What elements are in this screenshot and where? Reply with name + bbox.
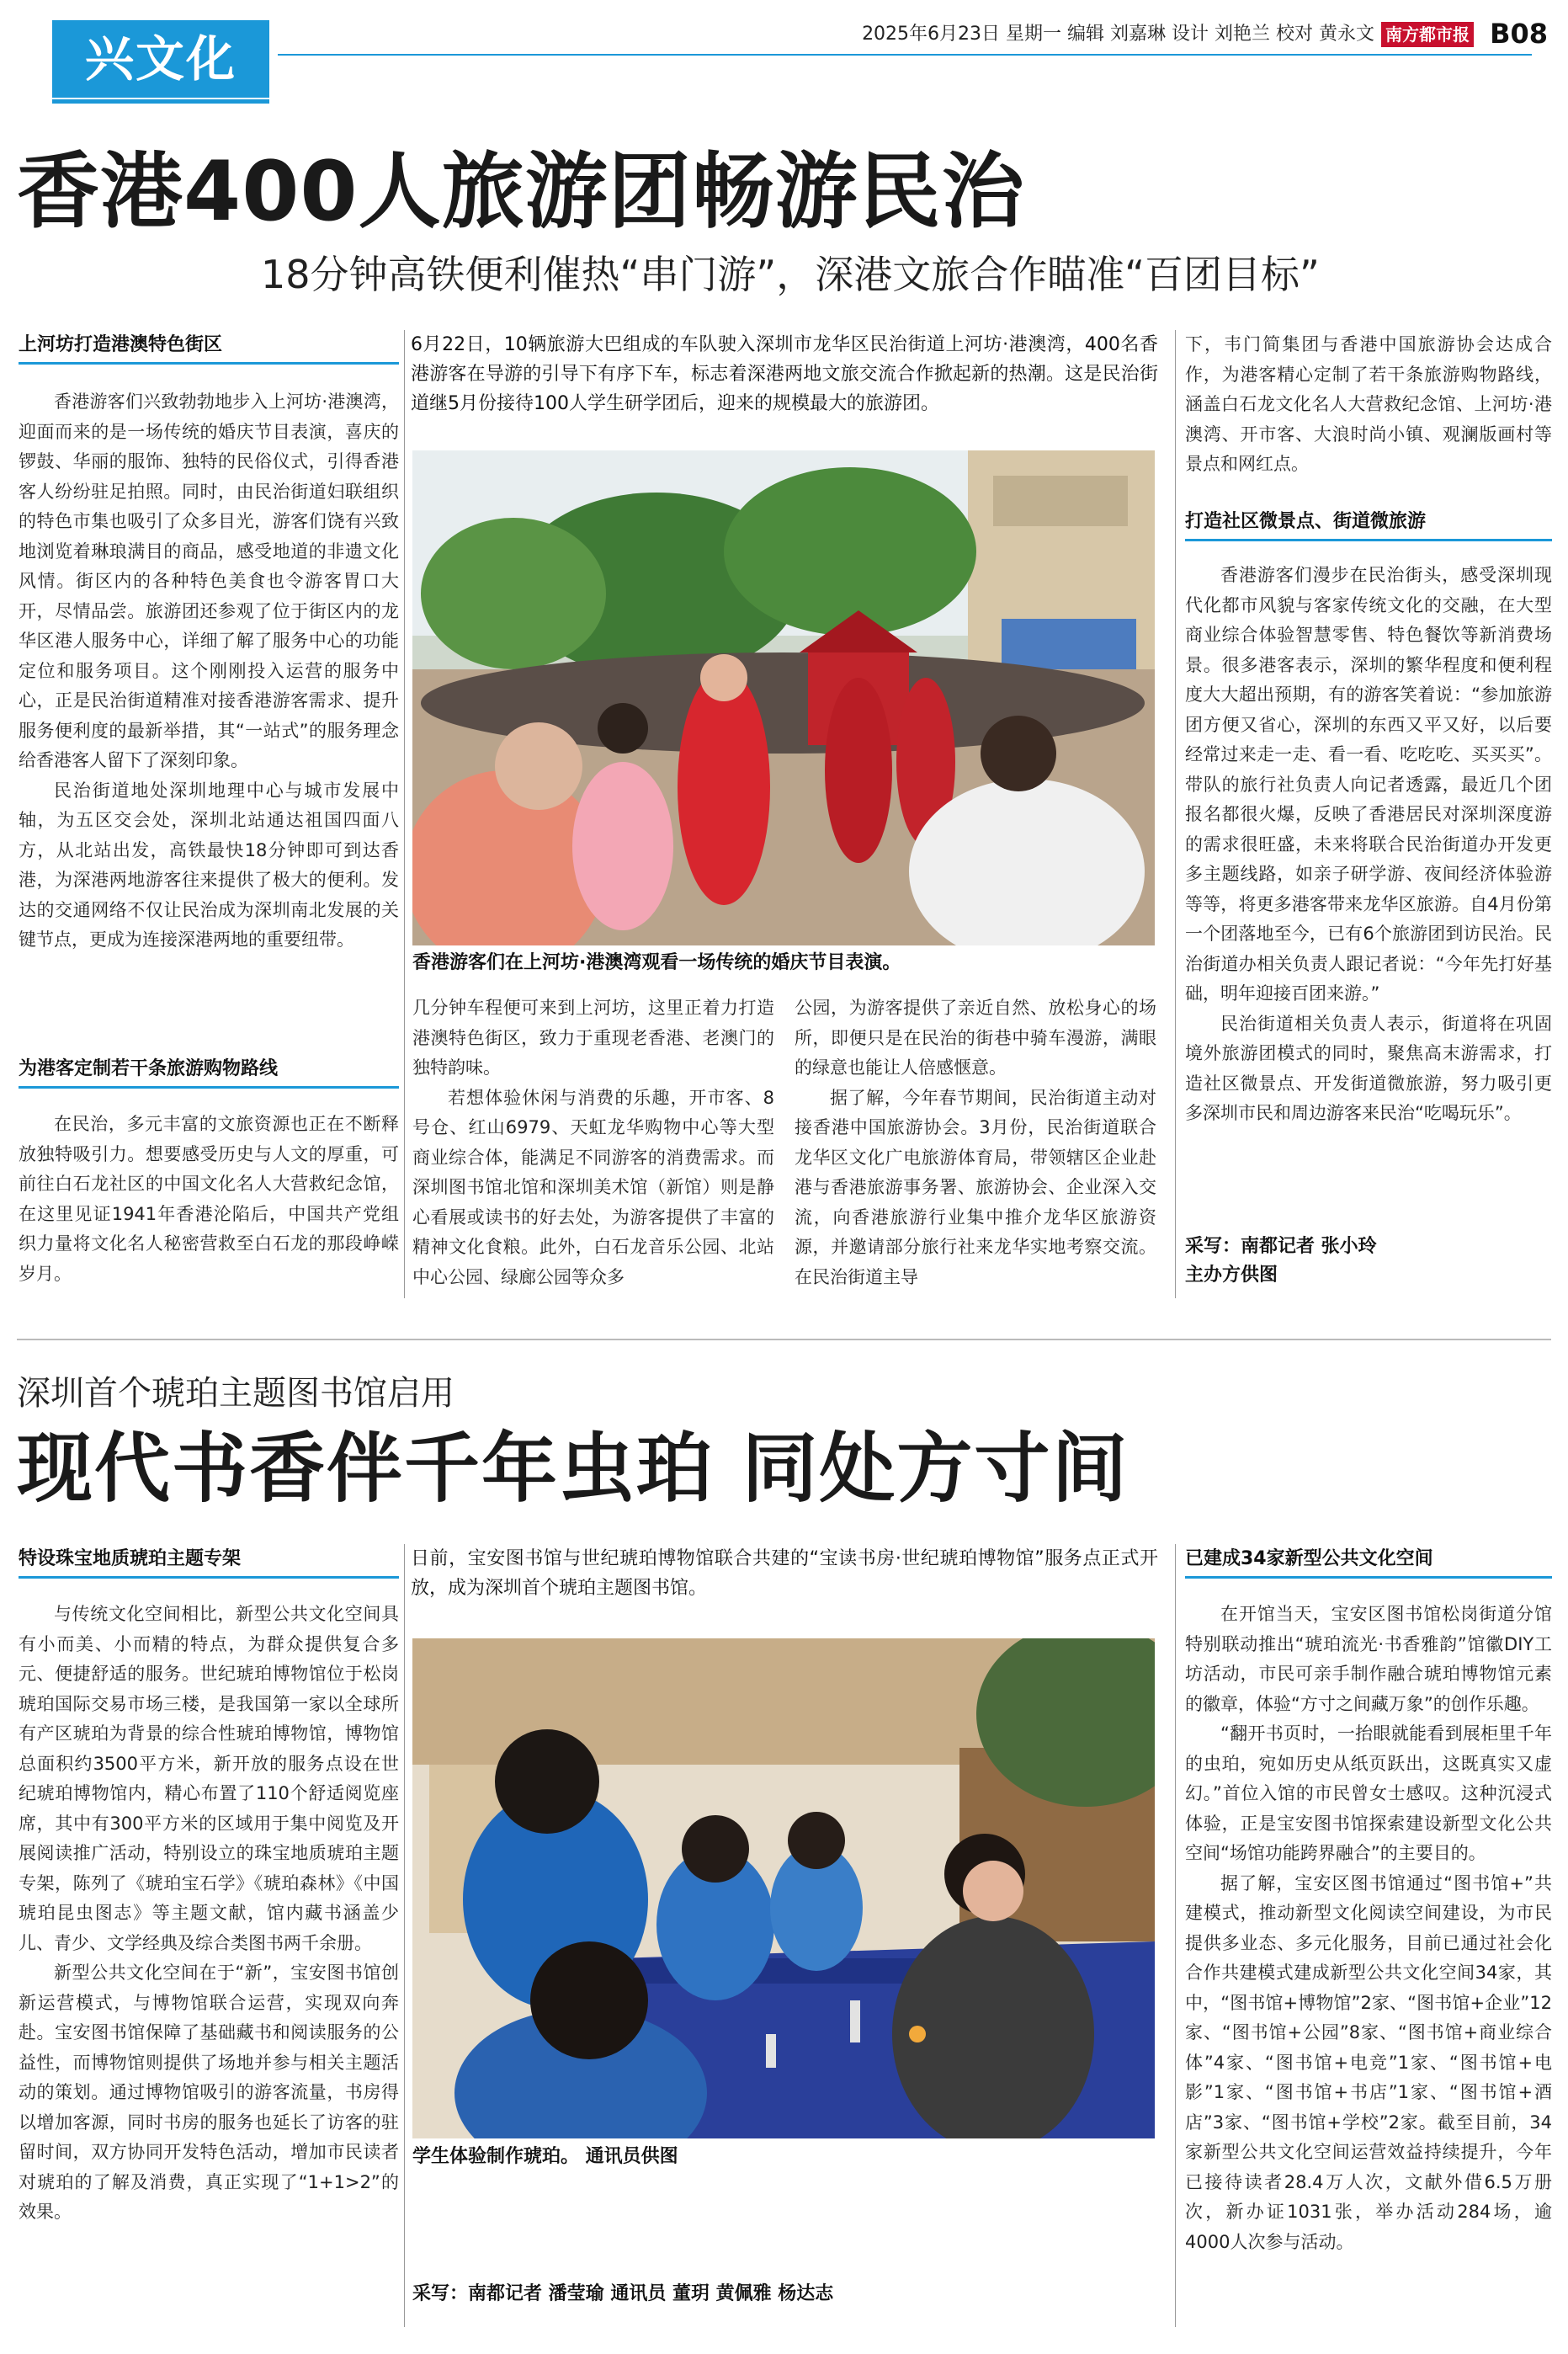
heading-rule <box>19 362 399 365</box>
page-number: B08 <box>1490 18 1548 50</box>
paragraph: “翻开书页时，一抬眼就能看到展柜里千年的虫珀，宛如历史从纸页跃出，这既真实又虚幻。”首位入馆的市民曾女士感叹。这种沉浸式体验，正是宝安图书馆探索建设新型文化公共空间“场馆功能跨界融合”的主要目的。 <box>1185 1723 1552 1863</box>
story2-col3-body <box>1185 1600 1552 2257</box>
paragraph: 香港游客们漫步在民治街头，感受深圳现代化都市风貌与客家传统文化的交融，在大型商业综合体验智慧零售、特色餐饮等新消费场景。很多港客表示，深圳的繁华程度和便利程度大大超出预期，有的游客笑着说：“参加旅游团方便又省心，深圳的东西又平又好，以后要经常过来走一走、看一看、吃吃吃、买买买”。带队的旅行社负责人向记者透露，最近几个团报名都很火爆，反映了香港居民对深圳深度游的需求很旺盛，未来将联合民治街道办开发更多主题线路，如亲子研学游、夜间经济体验游等等，将更多港客带来龙华区旅游。自4月份第一个团落地至今，已有6个旅游团到访民治。民治街道办相关负责人跟记者说：“今年先打好基础，明年迎接百团来游。” <box>1185 565 1552 1004</box>
story1-photo <box>412 450 1155 945</box>
story1-col3-body-2 <box>1185 561 1552 1129</box>
paragraph: 民治街道相关负责人表示，街道将在巩固境外旅游团模式的同时，聚焦高末游需求，打造社区微景点、开发街道微旅游，努力吸引更多深圳市民和周边游客来民治“吃喝玩乐”。 <box>1185 1013 1552 1123</box>
paragraph: 公园，为游客提供了亲近自然、放松身心的场所，即便只是在民治的街巷中骑车漫游，满眼的绿意也能让人倍感惬意。 <box>795 998 1156 1078</box>
wedding-performance-photo <box>412 450 1155 945</box>
story-separator <box>17 1339 1551 1340</box>
story1-lead: 6月22日，10辆旅游大巴组成的车队驶入深圳市龙华区民治街道上河坊·港澳湾，400名香港游客在导游的引导下有序下车，标志着深港两地文旅交流合作掀起新的热潮。这是民治街道继5月份接待100人学生研学团后，迎来的规模最大的旅游团。 <box>411 334 1158 414</box>
section-tag-rule <box>52 99 269 104</box>
story2-headline: 现代书香伴千年虫珀 同处方寸间 <box>17 1425 1129 1513</box>
story1-col3-heading: 打造社区微景点、街道微旅游 <box>1185 511 1427 532</box>
newspaper-logo: 南方都市报 <box>1381 22 1474 47</box>
paragraph: 与传统文化空间相比，新型公共文化空间具有小而美、小而精的特点，为群众提供复合多元、便捷舒适的服务。世纪琥珀博物馆位于松岗琥珀国际交易市场三楼，是我国第一家以全球所有产区琥珀为背景的综合性琥珀博物馆，博物馆总面积约3500平方米，新开放的服务点设在世纪琥珀博物馆内，精心布置了110个舒适阅览座席，其中有300平方米的区域用于集中阅览及开展阅读推广活动，特别设立的珠宝地质琥珀主题专架，陈列了《琥珀宝石学》《琥珀森林》《中国琥珀昆虫图志》等主题文献，馆内藏书涵盖少儿、青少、文学经典及综合类图书两千余册。 <box>19 1604 399 1953</box>
story1-byline: 采写：南都记者 张小玲 <box>1185 1236 1377 1257</box>
column-divider <box>1175 1544 1176 2327</box>
paragraph: 香港游客们兴致勃勃地步入上河坊·港澳湾，迎面而来的是一场传统的婚庆节目表演，喜庆的锣鼓、华丽的服饰、独特的民俗仪式，引得香港客人纷纷驻足拍照。同时，由民治街道妇联组织的特色市集也吸引了众多目光，游客们饶有兴致地浏览着琳琅满目的商品，感受地道的非遗文化风情。街区内的各种特色美食也令游客胃口大开，尽情品尝。旅游团还参观了位于街区内的龙华区港人服务中心，详细了解了服务中心的功能定位和服务项目。这个刚刚投入运营的服务中心，正是民治街道精准对接香港游客需求、提升服务便利度的最新举措，其“一站式”的服务理念给香港客人留下了深刻印象。 <box>19 391 399 770</box>
paragraph: 民治街道地处深圳地理中心与城市发展中轴，为五区交会处，深圳北站通达祖国四面八方，从北站出发，高铁最快18分钟即可到达香港，为深港两地游客往来提供了极大的便利。发达的交通网络不仅让民治成为深圳南北发展的关键节点，更成为连接深港两地的重要纽带。 <box>19 780 399 950</box>
story1-headline: 香港400人旅游团畅游民治 <box>17 144 1025 240</box>
paragraph: 新型公共文化空间在于“新”，宝安图书馆创新运营模式，与博物馆联合运营，实现双向奔赴。宝安图书馆保障了基础藏书和阅读服务的公益性，而博物馆则提供了场地并参与相关主题活动的策划。通过博物馆吸引的游客流量，书房得以增加客源，同时书房的服务也延长了访客的驻留时间，双方协同开发特色活动，增加市民读者对琥珀的了解及消费，真正实现了“1+1>2”的效果。 <box>19 1963 399 2222</box>
story1-col3-body <box>1185 330 1552 480</box>
heading-rule <box>19 1576 399 1579</box>
heading-rule <box>1185 1576 1552 1579</box>
story2-col3-heading: 已建成34家新型公共文化空间 <box>1185 1548 1433 1569</box>
story1-subhead: 18分钟高铁便利催热“串门游”，深港文旅合作瞄准“百团目标” <box>261 252 1320 297</box>
column-divider <box>404 330 405 1298</box>
story2-col1-heading: 特设珠宝地质琥珀主题专架 <box>19 1548 242 1569</box>
story2-col1-body <box>19 1600 399 2228</box>
story1-mid-col-a <box>412 993 774 1292</box>
column-divider <box>1175 330 1176 1298</box>
paragraph: 下，韦门简集团与香港中国旅游协会达成合作，为港客精心定制了若干条旅游购物路线，涵盖白石龙文化名人大营救纪念馆、上河坊·港澳湾、开市客、大浪时尚小镇、观澜版画村等景点和网红点。 <box>1185 334 1552 474</box>
story1-col1-heading: 上河坊打造港澳特色街区 <box>19 334 223 355</box>
paragraph: 据了解，宝安区图书馆通过“图书馆+”共建模式，推动新型文化阅读空间建设，为市民提供多业态、多元化服务，目前已通过社会化合作共建模式建成新型公共文化空间34家，其中，“图书馆+博物馆”2家、“图书馆+企业”12家、“图书馆+公园”8家、“图书馆+商业综合体”4家、“图书馆+电竞”1家、“图书馆+电影”1家、“图书馆+书店”1家、“图书馆+酒店”3家、“图书馆+学校”2家。截至目前，34家新型公共文化空间运营效益持续提升，今年已接待读者28.4万人次，文献外借6.5万册次，新办证1031张，举办活动284场，逾4000人次参与活动。 <box>1185 1872 1552 2252</box>
story2-byline: 采写：南都记者 潘莹瑜 通讯员 董玥 黄佩雅 杨达志 <box>412 2283 834 2304</box>
story2-lead: 日前，宝安图书馆与世纪琥珀博物馆联合共建的“宝读书房·世纪琥珀博物馆”服务点正式开放，成为深圳首个琥珀主题图书馆。 <box>411 1548 1158 1599</box>
amber-workshop-photo <box>412 1638 1155 2138</box>
story1-photo-credit: 主办方供图 <box>1185 1265 1278 1286</box>
paragraph: 在民治，多元丰富的文旅资源也正在不断释放独特吸引力。想要感受历史与人文的厚重，可前往白石龙社区的中国文化名人大营救纪念馆，在这里见证1941年香港沦陷后，中国共产党组织力量将文化名人秘密营救至白石龙的那段峥嵘岁月。 <box>19 1114 399 1284</box>
story1-col1-body <box>19 387 399 956</box>
story2-photo-caption: 学生体验制作琥珀。 通讯员供图 <box>412 2146 678 2167</box>
paragraph: 据了解，今年春节期间，民治街道主动对接香港中国旅游协会。3月份，民治街道联合龙华区文化广电旅游体育局，带领辖区企业赴港与香港旅游事务署、旅游协会、企业深入交流，向香港旅游行业集中推介龙华区旅游资源，并邀请部分旅行社来龙华实地考察交流。在民治街道主导 <box>795 1087 1156 1287</box>
header-info: 2025年6月23日 星期一 编辑 刘嘉琳 设计 刘艳兰 校对 黄永文 <box>862 24 1374 45</box>
story1-col1-body-2 <box>19 1110 399 1289</box>
story2-photo <box>412 1638 1155 2138</box>
header-rule <box>278 54 1532 56</box>
story1-mid-col-b <box>795 993 1156 1292</box>
paragraph: 若想体验休闲与消费的乐趣，开市客、8号仓、红山6979、天虹龙华购物中心等大型商业综合体，能满足不同游客的消费需求。而深圳图书馆北馆和深圳美术馆（新馆）则是静心看展或读书的好去处，为游客提供了丰富的精神文化食粮。此外，白石龙音乐公园、北站中心公园、绿廊公园等众多 <box>412 1087 774 1287</box>
paragraph: 几分钟车程便可来到上河坊，这里正着力打造港澳特色街区，致力于重现老香港、老澳门的独特韵味。 <box>412 998 774 1078</box>
story2-kicker: 深圳首个琥珀主题图书馆启用 <box>17 1374 454 1413</box>
heading-rule <box>1185 539 1552 541</box>
section-tag: 兴文化 <box>52 20 269 98</box>
column-divider <box>404 1544 405 2327</box>
story1-photo-caption: 香港游客们在上河坊·港澳湾观看一场传统的婚庆节目表演。 <box>412 952 901 973</box>
heading-rule <box>19 1086 399 1089</box>
paragraph: 在开馆当天，宝安区图书馆松岗街道分馆特别联动推出“琥珀流光·书香雅韵”馆徽DIY工坊活动，市民可亲手制作融合琥珀博物馆元素的徽章，体验“方寸之间藏万象”的创作乐趣。 <box>1185 1604 1552 1714</box>
story1-col1-heading-2: 为港客定制若干条旅游购物路线 <box>19 1058 279 1079</box>
